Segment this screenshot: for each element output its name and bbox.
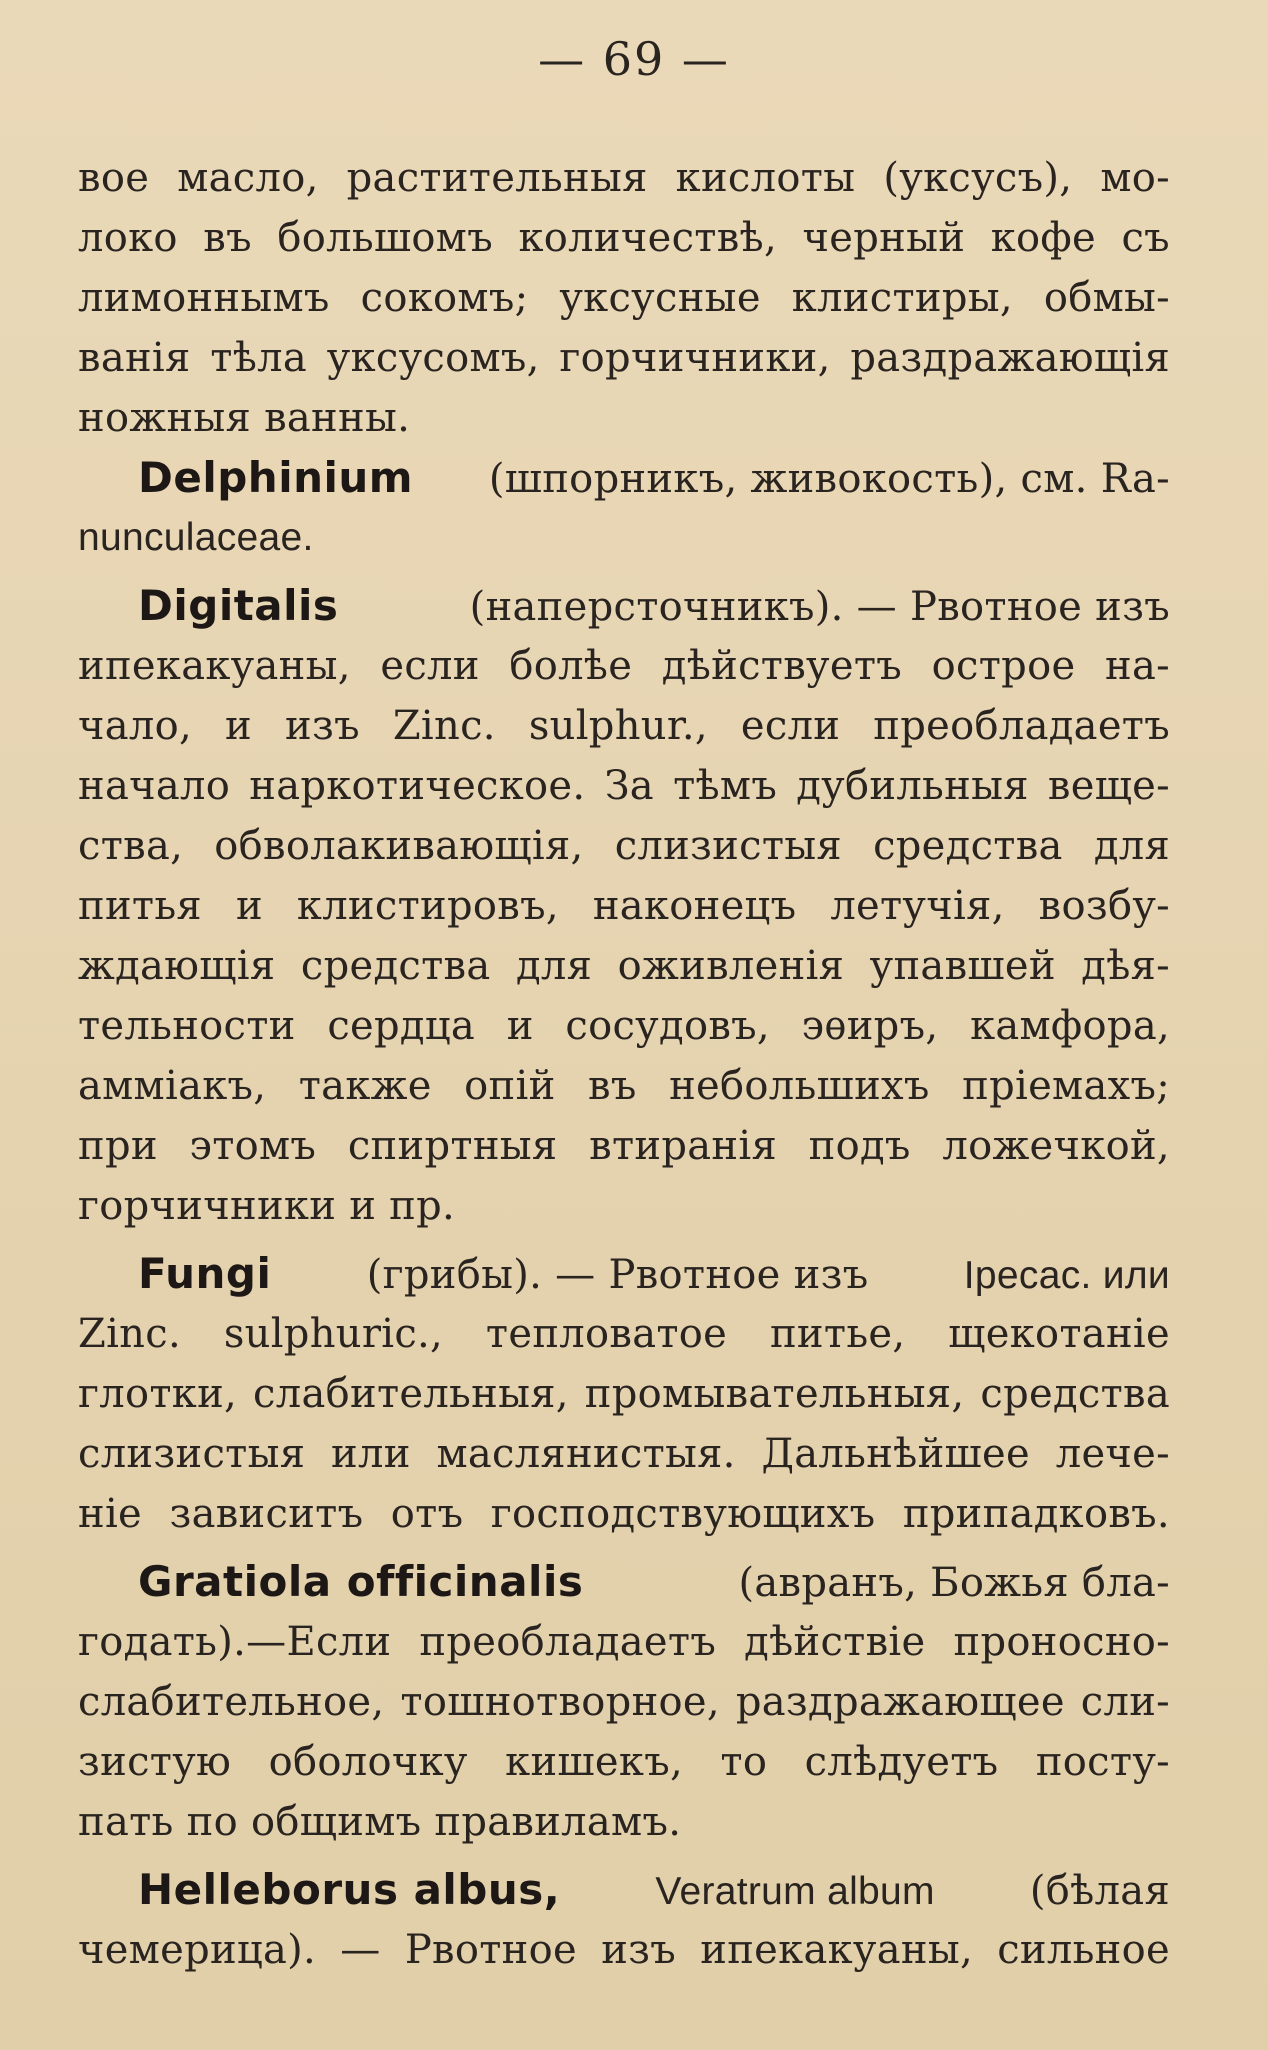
entry-delphinium: Delphinium (шпорникъ, живокость), см. Ra- [78,448,1170,508]
entry-fungi: Fungi (грибы). — Рвотное изъ Ipecac. или [78,1244,1170,1304]
text-line: лимоннымъ сокомъ; уксусные клистиры, обмы- [78,275,1170,321]
text-line: питья и клистировъ, наконецъ летучія, возбу- [78,883,1170,929]
text-line: чемерица). — Рвотное изъ ипекакуаны, сильное [78,1927,1170,1973]
text-line: тельности сердца и сосудовъ, эѳиръ, камфора, [78,1003,1170,1049]
text-line: ванія тѣла уксусомъ, горчичники, раздражающія [78,335,1170,381]
entry-headword: Fungi [138,1249,272,1298]
entry-gratiola: Gratiola officinalis (авранъ, Божья бла- [78,1552,1170,1612]
text-line: локо въ большомъ количествѣ, черный кофе съ [78,215,1170,261]
text-line: амміакъ, также опій въ небольшихъ пріемахъ; [78,1063,1170,1109]
text-line: глотки, слабительныя, промывательныя, средства [78,1371,1170,1417]
body-text [78,148,1170,1980]
entry-headword: Gratiola officinalis [138,1557,584,1606]
text-line: Zinc. sulphuric., тепловатое питье, щекотаніе [78,1311,1170,1357]
page-number: — 69 — [538,32,730,86]
text-line: ждающія средства для оживленія упавшей дѣя- [78,943,1170,989]
text-line: слабительное, тошнотворное, раздражающее сли- [78,1679,1170,1725]
entry-digitalis: Digitalis (наперсточникъ). — Рвотное изъ [78,576,1170,636]
text-line: чало, и изъ Zinc. sulphur., если преобладаетъ [78,703,1170,749]
entry-headword: Digitalis [138,581,339,630]
text-line: ножныя ванны. [78,395,411,441]
entry-headword: Delphinium [138,453,414,502]
text-line: пать по общимъ правиламъ. [78,1799,682,1845]
text-line: ипекакуаны, если болѣе дѣйствуетъ острое на- [78,643,1170,689]
text-line: при этомъ спиртныя втиранія подъ ложечкой, [78,1123,1170,1169]
text-line: nunculaceae. [78,516,314,559]
text-line: слизистыя или маслянистыя. Дальнѣйшее лече- [78,1431,1170,1477]
text-line: горчичники и пр. [78,1183,456,1229]
text-line: ніе зависитъ отъ господствующихъ припадковъ. [78,1491,1170,1537]
text-line: ства, обволакивающія, слизистыя средства для [78,823,1170,869]
latin-term: Veratrum album [655,1870,935,1913]
text-line: зистую оболочку кишекъ, то слѣдуетъ посту- [78,1739,1170,1785]
text-line: вое масло, растительныя кислоты (уксусъ), мо- [78,155,1170,201]
entry-helleborus: Helleborus albus, Veratrum album (бѣлая [78,1860,1170,1920]
text-line: годать).—Если преобладаетъ дѣйствіе проносно- [78,1619,1170,1665]
text-line: начало наркотическое. За тѣмъ дубильныя веще- [78,763,1170,809]
latin-term: Ipecac. или [963,1254,1170,1297]
entry-headword: Helleborus albus, [138,1865,561,1914]
